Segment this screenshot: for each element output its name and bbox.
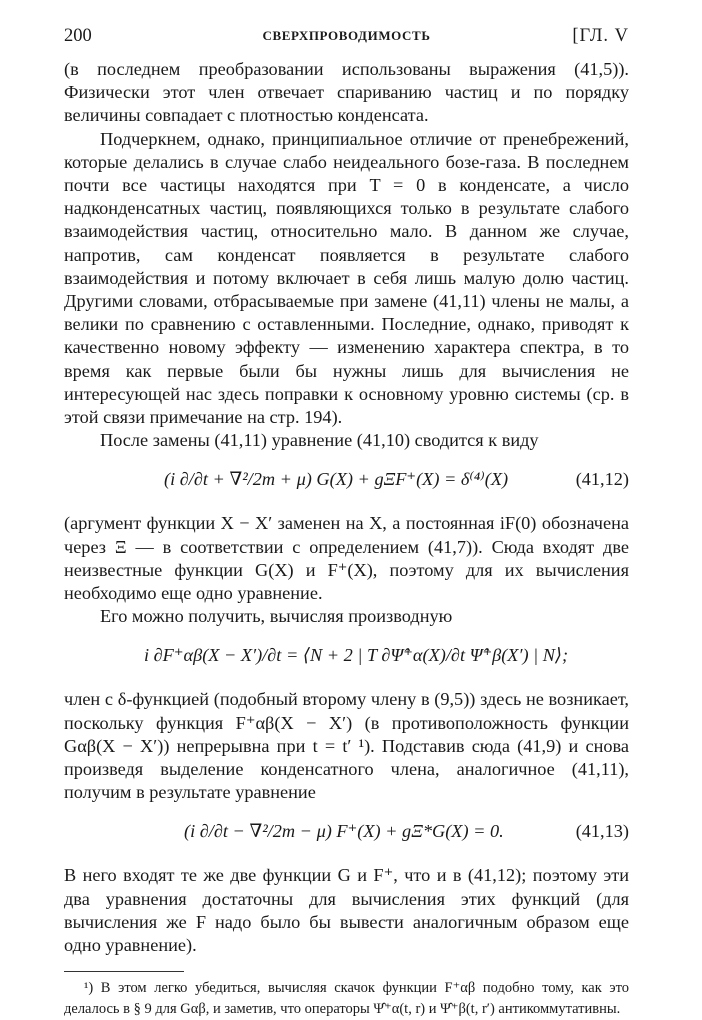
paragraph-3: После замены (41,11) уравнение (41,10) сводится к виду bbox=[100, 430, 539, 451]
running-header bbox=[64, 26, 629, 52]
equation-41-12 bbox=[64, 460, 629, 504]
equation-number: (41,12) bbox=[575, 469, 629, 490]
paragraph-6: член с δ-функцией (подобный второму члену в (9,5)) здесь не возникает, поскольку функция F⁺αβ(X − X′) (в противоположность функции Gαβ(X − X′)) непрерывна при t = t′ ¹). Подставив сюда (41,9) и снова произведя выделение конденсатного члена, аналогичное (41,11), получим в результате уравнение bbox=[64, 689, 629, 803]
footnote-text: ¹) В этом легко убедиться, вычисляя скачок функции F⁺αβ подобно тому, как это делалось в § 9 для Gαβ, и заметив, что операторы Ψ̂⁺α(t, r) и Ψ̂⁺β(t, r′) антикоммутативны. bbox=[64, 980, 629, 1018]
equation-body: (i ∂/∂t + ∇²/2m + μ) G(X) + gΞF⁺(X) = δ⁽⁴⁾(X) bbox=[164, 469, 509, 490]
paragraph-5: Его можно получить, вычисляя производную bbox=[100, 606, 453, 627]
equation-number: (41,13) bbox=[575, 821, 629, 842]
page-number: 200 bbox=[64, 26, 92, 46]
equation-body: (i ∂/∂t − ∇²/2m − μ) F⁺(X) + gΞ*G(X) = 0. bbox=[184, 821, 504, 842]
paragraph-1: (в последнем преобразовании использованы выражения (41,5)). Физически этот член отвечает спариванию частиц и по порядку величины совпадает с плотностью конденсата. bbox=[64, 59, 629, 126]
chapter-label: [ГЛ. V bbox=[572, 26, 629, 46]
equation-body: i ∂F⁺αβ(X − X′)/∂t = ⟨N + 2 | T ∂Ψ̂⁺α(X)/∂t Ψ̂⁺β(X′) | N⟩; bbox=[144, 645, 569, 666]
paragraph-7: В него входят те же две функции G и F⁺, что и в (41,12); поэтому эти два уравнения достаточны для вычисления этих функций (для вычисления же F надо было бы вывести аналогичным образом еще одно уравнение). bbox=[64, 865, 629, 956]
paragraph-4: (аргумент функции X − X′ заменен на X, а постоянная iF(0) обозначена через Ξ — в соответствии с определением (41,7)). Сюда входят две неизвестные функции G(X) и F⁺(X), поэтому для их вычисления необходимо еще одно уравнение. bbox=[64, 513, 629, 604]
page-body bbox=[64, 58, 629, 1020]
footnote bbox=[64, 978, 629, 1020]
paragraph-2: Подчеркнем, однако, принципиальное отличие от пренебрежений, которые делались в случае слабо неидеального бозе-газа. В последнем почти все частицы находятся при T = 0 в конденсате, а число надконденсатных частиц, появляющихся только в результате слабого взаимодействия частиц, относительно мало. В данном же случае, напротив, сам конденсат появляется в результате слабого взаимодействия и потому включает в себя лишь малую долю частиц. Другими словами, отбрасываемые при замене (41,11) члены не малы, а велики по сравнению с оставленными. Последние, однако, приводят к качественно новому эффекту — изменению характера спектра, в то время как первые были бы нужны лишь для вычисления не интересующей нас здесь поправки к основному уровню системы (ср. в этой связи примечание на стр. 194). bbox=[64, 128, 629, 428]
running-title: СВЕРХПРОВОДИМОСТЬ bbox=[262, 28, 431, 43]
footnote-divider bbox=[64, 971, 184, 972]
equation-derivative bbox=[64, 636, 629, 680]
equation-41-13 bbox=[64, 812, 629, 856]
